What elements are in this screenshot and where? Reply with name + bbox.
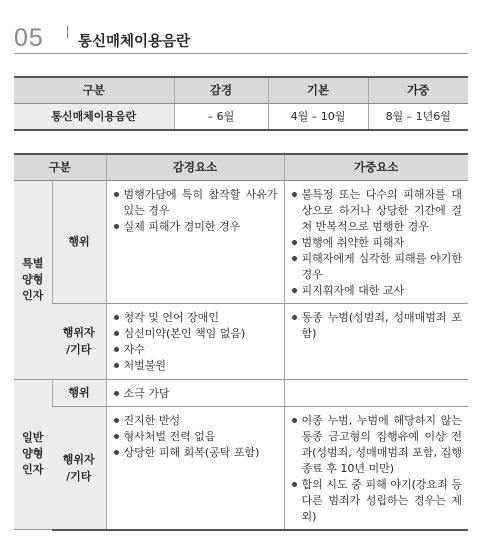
list-item: 피해자에게 심각한 피해를 야기한 경우 bbox=[291, 251, 463, 283]
subcategory-cell bbox=[52, 379, 106, 406]
category-text: 일반 bbox=[22, 431, 44, 445]
range-header-row bbox=[14, 77, 468, 103]
factor-row bbox=[14, 406, 468, 530]
category-text: 인자 bbox=[22, 463, 44, 477]
subcategory-cell bbox=[52, 180, 106, 303]
list-item: 자수 bbox=[113, 342, 278, 358]
range-cell: 8월 – 1년6월 bbox=[368, 103, 468, 130]
category-text: 특별 bbox=[22, 256, 44, 270]
mitigating-cell bbox=[106, 406, 284, 530]
factor-header: 감경요소 bbox=[106, 154, 284, 180]
mitigating-cell bbox=[106, 303, 284, 379]
list-item: 소극 가담 bbox=[113, 386, 278, 402]
subcategory-cell bbox=[52, 303, 106, 379]
list-item: 형사처벌 전력 없음 bbox=[113, 429, 278, 445]
mitigating-list bbox=[113, 310, 278, 374]
range-header: 기본 bbox=[268, 77, 368, 103]
list-item: 동종 누범(성범죄, 성매매범죄 포함) bbox=[291, 310, 463, 342]
range-row-label: 통신매체이용음란 bbox=[14, 103, 174, 130]
aggravating-list bbox=[291, 187, 463, 299]
section-heading bbox=[14, 22, 468, 54]
range-row bbox=[14, 103, 468, 130]
factor-header-row bbox=[14, 154, 468, 180]
factor-row bbox=[14, 180, 468, 303]
subcategory-text: /기타 bbox=[66, 469, 92, 483]
category-cell bbox=[14, 180, 52, 379]
aggravating-cell bbox=[284, 379, 468, 406]
subcategory-text: 행위자 bbox=[62, 326, 95, 339]
aggravating-cell bbox=[284, 303, 468, 379]
section-number: 05 bbox=[14, 24, 44, 52]
aggravating-list bbox=[291, 413, 463, 525]
mitigating-cell bbox=[106, 379, 284, 406]
aggravating-cell bbox=[284, 406, 468, 530]
subcategory-cell bbox=[52, 406, 106, 530]
sentencing-range-table bbox=[14, 76, 468, 131]
sentencing-factor-table bbox=[14, 153, 468, 531]
range-header: 감경 bbox=[174, 77, 268, 103]
mitigating-list bbox=[113, 187, 278, 235]
range-cell: 4월 – 10월 bbox=[268, 103, 368, 130]
list-item: 상당한 피해 회복(공탁 포함) bbox=[113, 445, 278, 461]
list-item: 피지휘자에 대한 교사 bbox=[291, 283, 463, 299]
factor-row bbox=[14, 303, 468, 379]
category-text: 양형 bbox=[22, 447, 44, 461]
list-item: 진지한 반성 bbox=[113, 413, 278, 429]
category-cell bbox=[14, 379, 52, 530]
category-text: 인자 bbox=[22, 288, 44, 302]
range-cell: – 6월 bbox=[174, 103, 268, 130]
mitigating-list bbox=[113, 386, 278, 402]
list-item: 범행에 취약한 피해자 bbox=[291, 235, 463, 251]
subcategory-text: /기타 bbox=[66, 343, 92, 356]
factor-row bbox=[14, 379, 468, 406]
list-item: 이종 누범, 누범에 해당하지 않는 동종 금고형의 집행유예 이상 전과(성범죄, 성매매범죄 포함, 집행 종료 후 10년 미만) bbox=[291, 413, 463, 477]
heading-divider bbox=[67, 26, 68, 38]
mitigating-cell bbox=[106, 180, 284, 303]
list-item: 청각 및 언어 장애인 bbox=[113, 310, 278, 326]
list-item: 범행가담에 특히 참작할 사유가 있는 경우 bbox=[113, 187, 278, 219]
aggravating-cell bbox=[284, 180, 468, 303]
range-header: 구분 bbox=[14, 77, 174, 103]
section-title: 통신매체이용음란 bbox=[78, 34, 191, 50]
factor-header: 가중요소 bbox=[284, 154, 468, 180]
list-item: 처벌불원 bbox=[113, 358, 278, 374]
subcategory-text: 행위자 bbox=[62, 452, 95, 466]
range-header: 가중 bbox=[368, 77, 468, 103]
list-item: 불특정 또는 다수의 피해자를 대상으로 하거나 상당한 기간에 걸쳐 반복적으로 범행한 경우 bbox=[291, 187, 463, 235]
factor-header: 구분 bbox=[14, 154, 106, 180]
category-text: 양형 bbox=[22, 272, 44, 286]
mitigating-list bbox=[113, 413, 278, 461]
list-item: 실제 피해가 경미한 경우 bbox=[113, 219, 278, 235]
subcategory-text: 행위 bbox=[68, 235, 90, 248]
list-item: 합의 시도 중 피해 야기(강요죄 등 다른 범죄가 성립하는 경우는 제외) bbox=[291, 477, 463, 525]
subcategory-text: 행위 bbox=[68, 386, 90, 399]
aggravating-list bbox=[291, 310, 463, 342]
list-item: 심신미약(본인 책임 없음) bbox=[113, 326, 278, 342]
